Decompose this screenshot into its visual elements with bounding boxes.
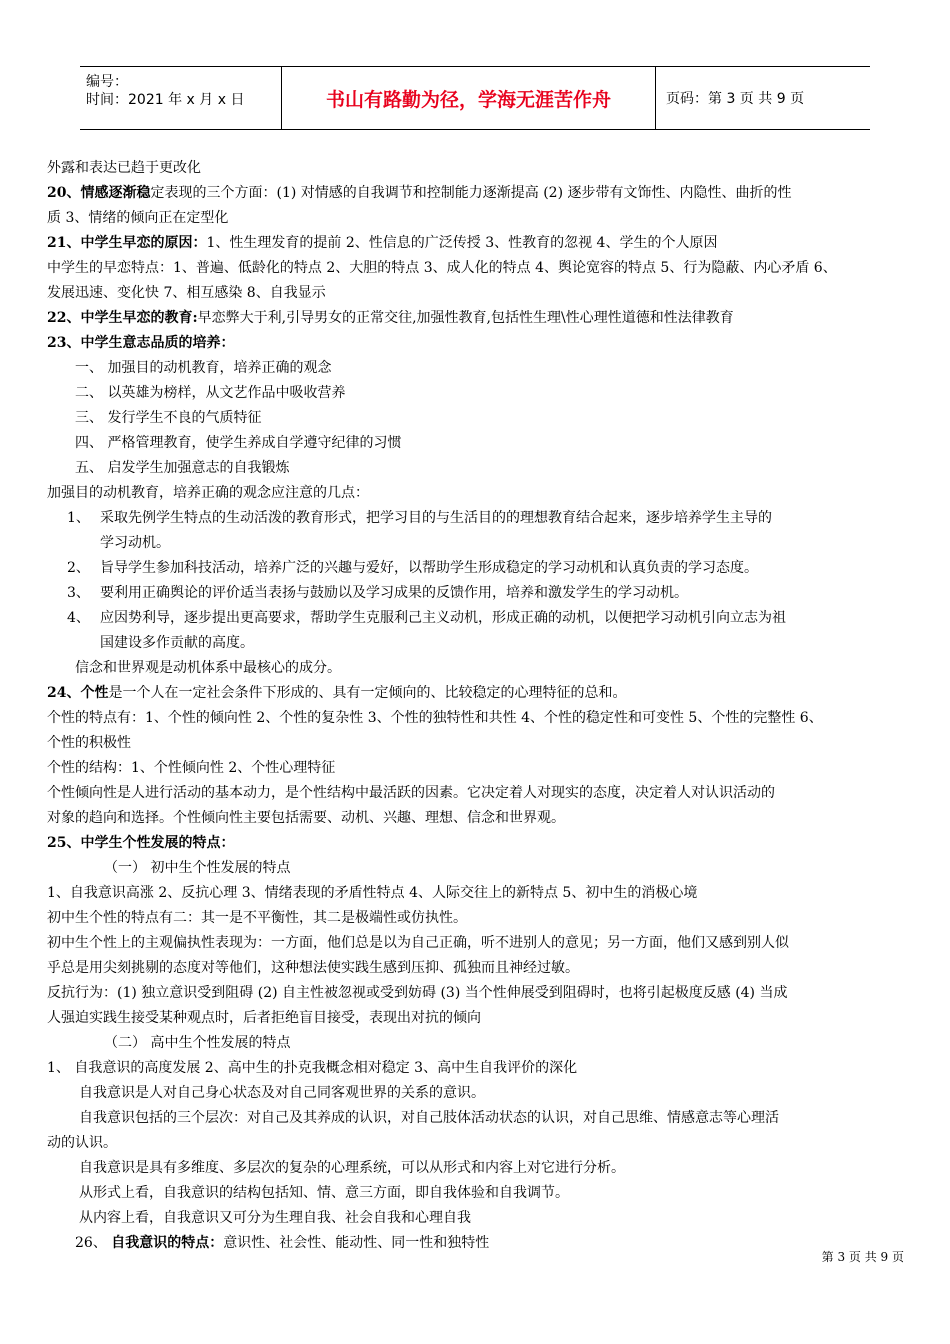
section-heading: 21、中学生早恋的原因： — [47, 235, 207, 251]
section-heading: 23、中学生意志品质的培养： — [47, 335, 235, 351]
section-24 — [47, 681, 907, 706]
paragraph: 定表现的三个方面：(1) 对情感的自我调节和控制能力逐渐提高 (2) 逐步带有文饰性、内隐性、曲折的性 — [150, 185, 792, 201]
paragraph: 自我意识是人对自己身心状态及对自己同客观世界的关系的意识。 — [79, 1085, 485, 1101]
list-number: 1、 — [67, 510, 90, 526]
section-21 — [47, 231, 907, 256]
list-text: 旨导学生参加科技活动，培养广泛的兴趣与爱好，以帮助学生形成稳定的学习动机和认真负责的学习态度。 — [100, 560, 758, 576]
paragraph: 个性倾向性是人进行活动的基本动力，是个性结构中最活跃的因素。它决定着人对现实的态度，决定着人对认识活动的 — [47, 785, 775, 801]
paragraph: 动的认识。 — [47, 1135, 117, 1151]
paragraph: 1、性生理发育的提前 2、性信息的广泛传授 3、性教育的忽视 4、学生的个人原因 — [206, 235, 718, 251]
section-25 — [47, 831, 907, 856]
list-number: 3、 — [67, 585, 90, 601]
paragraph: 个性的结构：1、个性倾向性 2、个性心理特征 — [47, 760, 336, 776]
header-page-number: 页码：第 3 页 共 9 页 — [666, 91, 805, 107]
list-text: 要利用正确舆论的评价适当表扬与鼓励以及学习成果的反馈作用，培养和激发学生的学习动机。 — [100, 585, 688, 601]
paragraph: 质 3、情绪的倾向正在定型化 — [47, 210, 229, 226]
section-20 — [47, 181, 907, 206]
paragraph: 自我意识包括的三个层次：对自己及其养成的认识，对自己肢体活动状态的认识，对自己思维、情感意志等心理活 — [79, 1110, 779, 1126]
paragraph: 从形式上看，自我意识的结构包括知、情、意三方面，即自我体验和自我调节。 — [79, 1185, 569, 1201]
section-heading: 自我意识的特点： — [111, 1235, 224, 1251]
paragraph: 加强目的动机教育，培养正确的观念应注意的几点： — [47, 485, 369, 501]
document-body — [47, 156, 907, 1256]
list-number: 2、 — [67, 560, 90, 576]
list-item: 二、 以英雄为榜样，从文艺作品中吸收营养 — [75, 385, 346, 401]
list-item: 五、 启发学生加强意志的自我锻炼 — [75, 460, 290, 476]
paragraph: 乎总是用尖刻挑剔的态度对等他们，这种想法使实践生感到压抑、孤独而且神经过敏。 — [47, 960, 579, 976]
header-motto: 书山有路勤为径，学海无涯苦作舟 — [282, 67, 656, 129]
footer-page-number: 第 3 页 共 9 页 — [821, 1250, 904, 1264]
list-item-continuation: 国建设多作贡献的高度。 — [100, 635, 254, 651]
paragraph: 信念和世界观是动机体系中最核心的成分。 — [75, 660, 341, 676]
paragraph: 1、自我意识高涨 2、反抗心理 3、情绪表现的矛盾性特点 4、人际交往上的新特点 5、初中生的消极心境 — [47, 885, 698, 901]
paragraph: 自我意识是具有多维度、多层次的复杂的心理系统，可以从形式和内容上对它进行分析。 — [79, 1160, 625, 1176]
section-heading: 20、情感逐渐稳 — [47, 185, 151, 201]
paragraph: 个性的特点有：1、个性的倾向性 2、个性的复杂性 3、个性的独特性和共性 4、个性的稳定性和可变性 5、个性的完整性 6、 — [47, 710, 823, 726]
section-22 — [47, 306, 907, 331]
list-item: 一、 加强目的动机教育，培养正确的观念 — [75, 360, 332, 376]
list-text: 应因势利导，逐步提出更高要求，帮助学生克服利己主义动机，形成正确的动机，以便把学习动机引向立志为祖 — [100, 610, 786, 626]
paragraph: 反抗行为：(1) 独立意识受到阻碍 (2) 自主性被忽视或受到妨碍 (3) 当个性伸展受到阻碍时，也将引起极度反感 (4) 当成 — [47, 985, 788, 1001]
section-heading: 24、个性 — [47, 685, 109, 701]
page-header — [80, 66, 870, 130]
list-item — [47, 581, 907, 606]
header-meta — [80, 67, 282, 129]
list-item: 四、 严格管理教育，使学生养成自学遵守纪律的习惯 — [75, 435, 402, 451]
paragraph: 对象的趋向和选择。个性倾向性主要包括需要、动机、兴趣、理想、信念和世界观。 — [47, 810, 565, 826]
list-item-continuation: 学习动机。 — [100, 535, 170, 551]
list-item: 三、 发行学生不良的气质特征 — [75, 410, 262, 426]
list-item — [47, 506, 907, 531]
document-number-label: 编号： — [86, 74, 128, 90]
section-heading: 25、中学生个性发展的特点： — [47, 835, 235, 851]
paragraph: 发展迅速、变化快 7、相互感染 8、自我显示 — [47, 285, 326, 301]
paragraph: 早恋弊大于利,引导男女的正常交往,加强性教育,包括性生理\性心理性道德和性法律教育 — [197, 310, 734, 326]
section-heading: 22、中学生早恋的教育: — [47, 310, 198, 326]
paragraph: 意识性、社会性、能动性、同一性和独特性 — [223, 1235, 490, 1251]
section-26 — [47, 1231, 907, 1256]
list-text: 采取先例学生特点的生动活泼的教育形式，把学习目的与生活目的的理想教育结合起来，逐步培养学生主导的 — [100, 510, 772, 526]
paragraph: 初中生个性的特点有二：其一是不平衡性，其二是极端性或仿执性。 — [47, 910, 467, 926]
paragraph: 中学生的早恋特点：1、普遍、低龄化的特点 2、大胆的特点 3、成人化的特点 4、舆论宽容的特点 5、行为隐蔽、内心矛盾 6、 — [47, 260, 837, 276]
list-item — [47, 606, 907, 631]
list-number: 4、 — [67, 610, 90, 626]
paragraph: 是一个人在一定社会条件下形成的、具有一定倾向的、比较稳定的心理特征的总和。 — [108, 685, 627, 701]
list-item — [47, 556, 907, 581]
paragraph: 个性的积极性 — [47, 735, 131, 751]
paragraph: 1、 自我意识的高度发展 2、高中生的扑克我概念相对稳定 3、高中生自我评价的深化 — [47, 1060, 578, 1076]
document-date-label: 时间：2021 年 x 月 x 日 — [86, 92, 245, 108]
section-number: 26、 — [75, 1235, 112, 1251]
paragraph: 人强迫实践生接受某种观点时，后者拒绝盲目接受，表现出对抗的倾向 — [47, 1010, 481, 1026]
section-23 — [47, 331, 907, 356]
paragraph: 外露和表达已趋于更改化 — [47, 160, 201, 176]
subsection-heading: （二） 高中生个性发展的特点 — [104, 1035, 291, 1051]
subsection-heading: （一） 初中生个性发展的特点 — [104, 860, 291, 876]
paragraph: 初中生个性上的主观偏执性表现为：一方面，他们总是以为自己正确，听不进别人的意见；另一方面，他们又感到别人似 — [47, 935, 789, 951]
paragraph: 从内容上看，自我意识又可分为生理自我、社会自我和心理自我 — [79, 1210, 471, 1226]
